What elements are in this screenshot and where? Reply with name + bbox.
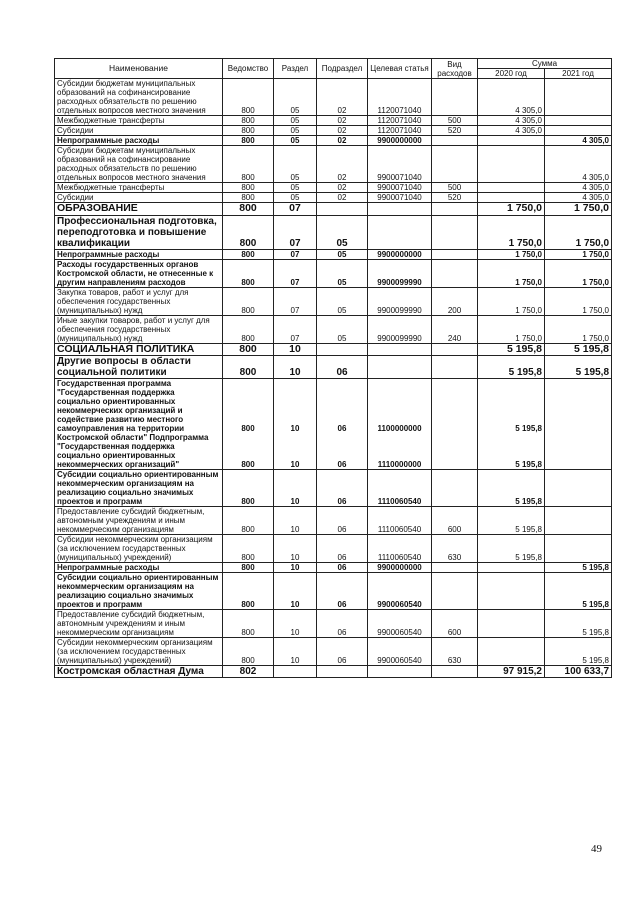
row-sum-2020: 4 305,0 [478, 126, 545, 136]
row-name: Субсидии некоммерческим организациям (за исключением государственных (муниципальных) учреждений) [55, 535, 223, 563]
row-dept: 800 [223, 610, 274, 638]
row-name: СОЦИАЛЬНАЯ ПОЛИТИКА [55, 343, 223, 356]
row-expense: 600 [432, 507, 478, 535]
row-section: 10 [274, 356, 317, 379]
table-row [55, 116, 612, 126]
table-row [55, 666, 612, 678]
row-expense: 630 [432, 638, 478, 666]
row-expense [432, 136, 478, 146]
row-sum-2020 [478, 193, 545, 203]
row-target: 9900071040 [368, 193, 432, 203]
row-target [368, 379, 432, 470]
row-section [274, 666, 317, 678]
row-name: Непрограммные расходы [55, 249, 223, 259]
row-dept: 800 [223, 535, 274, 563]
row-name: Другие вопросы в области социальной политики [55, 356, 223, 379]
row-expense [432, 470, 478, 507]
row-expense [432, 379, 478, 470]
header-2020: 2020 год [478, 69, 545, 79]
row-dept: 800 [223, 116, 274, 126]
row-dept: 800 [223, 507, 274, 535]
row-expense: 630 [432, 535, 478, 563]
row-sum-2020: 1 750,0 [478, 315, 545, 343]
row-section: 07 [274, 259, 317, 287]
row-expense [432, 573, 478, 610]
row-target: 9900000000 [368, 563, 432, 573]
row-dept: 800 [223, 287, 274, 315]
row-dept: 800 [223, 193, 274, 203]
row-subsection: 06 [317, 470, 368, 507]
row-subsection: 06 [317, 573, 368, 610]
row-section: 07 [274, 249, 317, 259]
row-sum-2021: 100 633,7 [545, 666, 612, 678]
row-sum-2021: 4 305,0 [545, 193, 612, 203]
row-subsection: 06 [317, 507, 368, 535]
row-dept: 800 [223, 126, 274, 136]
row-subsection: 06 [317, 638, 368, 666]
row-dept: 800 [223, 573, 274, 610]
row-sum-2020: 1 750,0 [478, 215, 545, 249]
row-sum-2021: 4 305,0 [545, 136, 612, 146]
table-row [55, 638, 612, 666]
row-target: 9900099990 [368, 259, 432, 287]
row-dept: 800 [223, 203, 274, 216]
row-expense [432, 146, 478, 183]
row-dept: 800 [223, 79, 274, 116]
row-sum-2020 [478, 563, 545, 573]
row-sum-2020: 5 195,8 [478, 535, 545, 563]
row-target: 9900099990 [368, 315, 432, 343]
row-expense [432, 215, 478, 249]
row-name: Субсидии бюджетам муниципальных образований на софинансирование расходных обязательств по решению отдельных вопросов местного значения [55, 146, 223, 183]
table-body [55, 79, 612, 678]
row-sum-2020-program: 5 195,8 [515, 424, 542, 433]
row-target: 9900060540 [368, 573, 432, 610]
row-sum-2021: 5 195,8 [545, 356, 612, 379]
row-sum-2020: 1 750,0 [478, 287, 545, 315]
table-row [55, 259, 612, 287]
row-sum-2021 [545, 126, 612, 136]
table-row [55, 193, 612, 203]
row-target [368, 215, 432, 249]
row-section: 10 [274, 535, 317, 563]
table-row [55, 610, 612, 638]
row-name: Предоставление субсидий бюджетным, автономным учреждениям и иным некоммерческим организациям [55, 610, 223, 638]
row-sum-2021: 4 305,0 [545, 146, 612, 183]
row-section: 07 [274, 215, 317, 249]
row-name: Профессиональная подготовка, переподготовка и повышение квалификации [55, 215, 223, 249]
row-sum-2021 [545, 470, 612, 507]
row-sum-2020: 97 915,2 [478, 666, 545, 678]
row-subsection: 05 [317, 315, 368, 343]
row-target [368, 666, 432, 678]
row-sum-2021 [545, 79, 612, 116]
table-row [55, 343, 612, 356]
row-expense: 520 [432, 126, 478, 136]
row-dept-program: 800 [241, 424, 255, 433]
row-sum-2020: 5 195,8 [478, 356, 545, 379]
row-subsection: 02 [317, 126, 368, 136]
row-sum-2021: 5 195,8 [545, 573, 612, 610]
row-sum-2021 [545, 507, 612, 535]
row-expense [432, 666, 478, 678]
table-row [55, 470, 612, 507]
row-dept: 800 [223, 183, 274, 193]
row-section: 10 [274, 573, 317, 610]
row-target-subprogram: 1110000000 [377, 460, 422, 469]
row-expense [432, 356, 478, 379]
header-name: Наименование [55, 59, 223, 79]
row-subsection: 05 [317, 287, 368, 315]
row-sum-2020: 5 195,8 [478, 470, 545, 507]
row-name: Закупка товаров, работ и услуг для обеспечения государственных (муниципальных) нужд [55, 287, 223, 315]
budget-table [54, 58, 612, 678]
row-subsection: 06 [317, 356, 368, 379]
row-sum-2020: 1 750,0 [478, 203, 545, 216]
row-sum-2020: 4 305,0 [478, 116, 545, 126]
row-expense [432, 249, 478, 259]
row-dept: 800 [223, 249, 274, 259]
row-expense: 240 [432, 315, 478, 343]
row-name: Межбюджетные трансферты [55, 183, 223, 193]
table-row [55, 126, 612, 136]
row-section: 05 [274, 126, 317, 136]
table-row [55, 507, 612, 535]
row-sum-2021: 1 750,0 [545, 249, 612, 259]
row-target: 9900000000 [368, 136, 432, 146]
row-sum-2020 [478, 610, 545, 638]
table-row [55, 563, 612, 573]
row-target: 9900000000 [368, 249, 432, 259]
row-target: 9900071040 [368, 183, 432, 193]
row-subsection: 05 [317, 259, 368, 287]
row-sum-2021: 1 750,0 [545, 259, 612, 287]
row-subsection-program: 06 [337, 424, 347, 433]
row-subsection: 06 [317, 535, 368, 563]
row-name: Межбюджетные трансферты [55, 116, 223, 126]
row-subsection: 05 [317, 249, 368, 259]
row-section: 10 [274, 507, 317, 535]
table-row [55, 573, 612, 610]
row-sum-2020: 1 750,0 [478, 259, 545, 287]
row-section: 05 [274, 79, 317, 116]
row-sum-2020 [478, 136, 545, 146]
row-sum-2020: 5 195,8 [478, 507, 545, 535]
row-sum-2020: 4 305,0 [478, 79, 545, 116]
row-subsection: 02 [317, 79, 368, 116]
row-subsection [317, 379, 368, 470]
row-subsection-subprogram: 06 [337, 460, 347, 469]
row-name: Субсидии социально ориентированным некоммерческим организациям на реализацию социально значимых проектов и программ [55, 470, 223, 507]
row-sum-2020 [478, 146, 545, 183]
row-sum-2020: 5 195,8 [478, 343, 545, 356]
row-dept: 800 [223, 563, 274, 573]
page-number: 49 [591, 843, 602, 855]
row-subsection: 06 [317, 563, 368, 573]
table-row [55, 356, 612, 379]
row-section-subprogram: 10 [290, 460, 300, 469]
row-target: 9900060540 [368, 610, 432, 638]
row-sum-2021: 5 195,8 [545, 610, 612, 638]
row-sum-2021 [545, 535, 612, 563]
table-row [55, 535, 612, 563]
table-row [55, 287, 612, 315]
table-row [55, 315, 612, 343]
row-section: 07 [274, 287, 317, 315]
row-target [368, 203, 432, 216]
row-sum-2020: 1 750,0 [478, 249, 545, 259]
row-dept: 800 [223, 470, 274, 507]
row-target: 1120071040 [368, 79, 432, 116]
row-section: 10 [274, 470, 317, 507]
row-expense: 200 [432, 287, 478, 315]
row-name: ОБРАЗОВАНИЕ [55, 203, 223, 216]
row-subsection: 05 [317, 215, 368, 249]
row-section: 10 [274, 638, 317, 666]
row-sum-2021 [545, 116, 612, 126]
table-row [55, 379, 612, 470]
row-sum-2020 [478, 379, 545, 470]
row-section: 10 [274, 610, 317, 638]
row-section-program: 10 [290, 424, 300, 433]
row-target [368, 343, 432, 356]
row-sum-2020 [478, 638, 545, 666]
row-subsection [317, 666, 368, 678]
row-name: Субсидии бюджетам муниципальных образований на софинансирование расходных обязательств по решению отдельных вопросов местного значения [55, 79, 223, 116]
row-subsection: 02 [317, 136, 368, 146]
row-section: 10 [274, 563, 317, 573]
row-section: 05 [274, 183, 317, 193]
row-section: 07 [274, 203, 317, 216]
row-expense: 500 [432, 116, 478, 126]
row-target: 1110060540 [368, 535, 432, 563]
row-dept: 800 [223, 146, 274, 183]
header-sum: Сумма [478, 59, 612, 69]
table-row [55, 79, 612, 116]
table-row [55, 249, 612, 259]
row-name: Непрограммные расходы [55, 136, 223, 146]
row-expense [432, 203, 478, 216]
row-target: 9900099990 [368, 287, 432, 315]
row-target: 1110060540 [368, 470, 432, 507]
row-sum-2021: 1 750,0 [545, 203, 612, 216]
row-dept: 800 [223, 315, 274, 343]
row-sum-2020-subprogram: 5 195,8 [515, 460, 542, 469]
table-row [55, 183, 612, 193]
row-target-program: 1100000000 [377, 424, 422, 433]
header-section: Раздел [274, 59, 317, 79]
row-expense [432, 343, 478, 356]
table-row [55, 146, 612, 183]
row-subsection: 06 [317, 610, 368, 638]
row-sum-2021: 5 195,8 [545, 343, 612, 356]
table-row [55, 203, 612, 216]
row-subsection: 02 [317, 193, 368, 203]
row-subsection: 02 [317, 183, 368, 193]
row-sum-2021: 1 750,0 [545, 315, 612, 343]
row-name: Расходы государственных органов Костромской области, не отнесенные к другим направлениям расходов [55, 259, 223, 287]
row-name: Субсидии [55, 126, 223, 136]
row-target: 1110060540 [368, 507, 432, 535]
row-sum-2021: 4 305,0 [545, 183, 612, 193]
row-subsection [317, 203, 368, 216]
row-sum-2021: 1 750,0 [545, 287, 612, 315]
table-row [55, 136, 612, 146]
row-dept-subprogram: 800 [241, 460, 255, 469]
row-subsection [317, 343, 368, 356]
row-target: 9900071040 [368, 146, 432, 183]
row-section: 05 [274, 146, 317, 183]
row-dept: 800 [223, 259, 274, 287]
row-sum-2021: 5 195,8 [545, 638, 612, 666]
row-name: Иные закупки товаров, работ и услуг для обеспечения государственных (муниципальных) нужд [55, 315, 223, 343]
row-dept: 800 [223, 215, 274, 249]
header-expense: Вид расходов [432, 59, 478, 79]
row-target: 1120071040 [368, 126, 432, 136]
row-expense: 600 [432, 610, 478, 638]
row-dept: 800 [223, 638, 274, 666]
header-2021: 2021 год [545, 69, 612, 79]
row-expense [432, 563, 478, 573]
row-name: Государственная программа "Государственная поддержка социально ориентированных некоммерческих организаций и содействие развитию местного самоуправления на территории Костромской области" Подпрограмма "Государственная поддержка социально ориентированных некоммерческих организаций" [55, 379, 223, 470]
row-dept: 800 [223, 136, 274, 146]
header-subsection: Подраздел [317, 59, 368, 79]
row-target: 1120071040 [368, 116, 432, 126]
row-sum-2020 [478, 183, 545, 193]
row-section: 05 [274, 136, 317, 146]
row-expense [432, 79, 478, 116]
row-dept: 802 [223, 666, 274, 678]
row-section: 05 [274, 193, 317, 203]
row-section: 05 [274, 116, 317, 126]
budget-document [54, 58, 611, 678]
row-section: 07 [274, 315, 317, 343]
row-name: Костромская областная Дума [55, 666, 223, 678]
row-dept [223, 379, 274, 470]
row-name: Непрограммные расходы [55, 563, 223, 573]
row-section: 10 [274, 343, 317, 356]
row-dept: 800 [223, 356, 274, 379]
row-sum-2021: 1 750,0 [545, 215, 612, 249]
row-expense: 500 [432, 183, 478, 193]
row-sum-2021: 5 195,8 [545, 563, 612, 573]
row-name: Предоставление субсидий бюджетным, автономным учреждениям и иным некоммерческим организациям [55, 507, 223, 535]
row-subsection: 02 [317, 146, 368, 183]
row-expense: 520 [432, 193, 478, 203]
row-name: Субсидии [55, 193, 223, 203]
row-target: 9900060540 [368, 638, 432, 666]
header-dept: Ведомство [223, 59, 274, 79]
row-section [274, 379, 317, 470]
row-expense [432, 259, 478, 287]
row-dept: 800 [223, 343, 274, 356]
table-row [55, 215, 612, 249]
row-target [368, 356, 432, 379]
row-subsection: 02 [317, 116, 368, 126]
row-name: Субсидии некоммерческим организациям (за исключением государственных (муниципальных) учреждений) [55, 638, 223, 666]
header-target: Целевая статья [368, 59, 432, 79]
row-name: Субсидии социально ориентированным некоммерческим организациям на реализацию социально значимых проектов и программ [55, 573, 223, 610]
row-sum-2020 [478, 573, 545, 610]
row-sum-2021 [545, 379, 612, 470]
